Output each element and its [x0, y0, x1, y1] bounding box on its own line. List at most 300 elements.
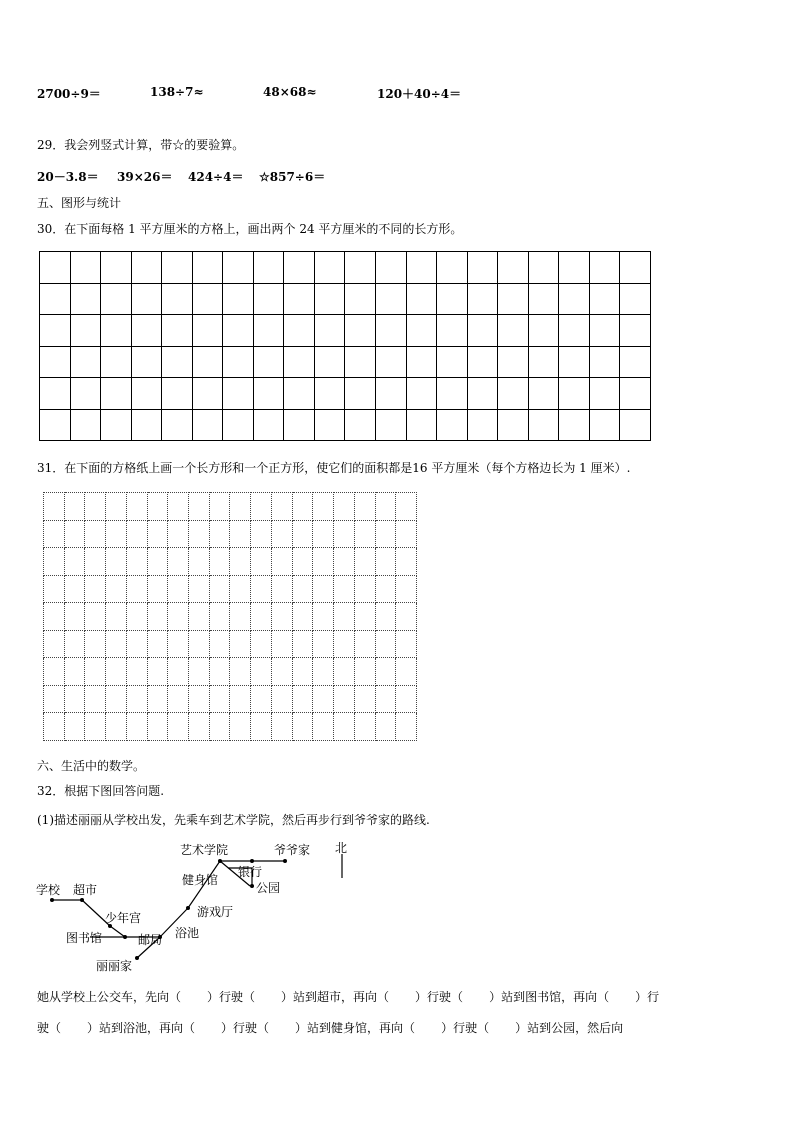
grid-cell[interactable]: [284, 315, 315, 347]
grid-cell[interactable]: [64, 548, 85, 576]
grid-cell[interactable]: [251, 630, 272, 658]
grid-cell[interactable]: [354, 575, 375, 603]
grid-cell[interactable]: [189, 685, 210, 713]
grid-cell[interactable]: [126, 493, 147, 521]
grid-cell[interactable]: [147, 493, 168, 521]
grid-cell[interactable]: [230, 548, 251, 576]
grid-cell[interactable]: [375, 520, 396, 548]
grid-cell[interactable]: [147, 520, 168, 548]
grid-cell[interactable]: [271, 493, 292, 521]
grid-cell[interactable]: [168, 630, 189, 658]
grid-cell[interactable]: [375, 603, 396, 631]
grid-cell[interactable]: [345, 378, 376, 410]
grid-cell[interactable]: [192, 378, 223, 410]
grid-cell[interactable]: [147, 713, 168, 741]
grid-cell[interactable]: [528, 315, 559, 347]
grid-cell[interactable]: [251, 658, 272, 686]
map-label-school: 学校: [36, 883, 61, 897]
grid-cell[interactable]: [251, 548, 272, 576]
grid-cell[interactable]: [209, 520, 230, 548]
grid-row: [44, 630, 417, 658]
grid-cell[interactable]: [314, 409, 345, 441]
grid-cell[interactable]: [147, 658, 168, 686]
grid-cell[interactable]: [189, 575, 210, 603]
grid-cell[interactable]: [620, 409, 651, 441]
grid-cell[interactable]: [284, 283, 315, 315]
grid-cell[interactable]: [396, 658, 417, 686]
grid-cell[interactable]: [192, 346, 223, 378]
grid-cell[interactable]: [313, 658, 334, 686]
grid-cell[interactable]: [85, 603, 106, 631]
grid-cell[interactable]: [589, 315, 620, 347]
grid-cell[interactable]: [467, 409, 498, 441]
grid-cell[interactable]: [162, 378, 193, 410]
grid-cell[interactable]: [396, 630, 417, 658]
grid-cell[interactable]: [230, 493, 251, 521]
grid-cell[interactable]: [101, 346, 132, 378]
grid-cell[interactable]: [209, 713, 230, 741]
grid-cell[interactable]: [70, 315, 101, 347]
grid-cell[interactable]: [189, 713, 210, 741]
grid-cell[interactable]: [292, 603, 313, 631]
grid-cell[interactable]: [313, 493, 334, 521]
grid-cell[interactable]: [345, 346, 376, 378]
grid-cell[interactable]: [376, 409, 407, 441]
grid-cell[interactable]: [314, 252, 345, 284]
grid-cell[interactable]: [528, 252, 559, 284]
grid-cell[interactable]: [131, 315, 162, 347]
grid-cell[interactable]: [70, 252, 101, 284]
grid-cell[interactable]: [85, 520, 106, 548]
grid-cell[interactable]: [292, 548, 313, 576]
grid-cell[interactable]: [406, 252, 437, 284]
grid-cell[interactable]: [192, 252, 223, 284]
grid-cell[interactable]: [70, 409, 101, 441]
grid-cell[interactable]: [70, 283, 101, 315]
grid-cell[interactable]: [209, 603, 230, 631]
grid-cell[interactable]: [230, 685, 251, 713]
grid-cell[interactable]: [189, 603, 210, 631]
grid-cell[interactable]: [44, 630, 65, 658]
grid-cell[interactable]: [189, 493, 210, 521]
grid-cell[interactable]: [253, 283, 284, 315]
grid-cell[interactable]: [354, 493, 375, 521]
grid-cell[interactable]: [498, 315, 529, 347]
grid-cell[interactable]: [253, 378, 284, 410]
grid-cell[interactable]: [131, 252, 162, 284]
q29-item-4: ☆857÷6＝: [259, 170, 326, 184]
ans1-part5: ）站到图书馆，再向（: [489, 990, 610, 1004]
grid-cell[interactable]: [334, 630, 355, 658]
grid-cell[interactable]: [251, 493, 272, 521]
grid-cell[interactable]: [292, 658, 313, 686]
grid-cell[interactable]: [189, 520, 210, 548]
grid-cell[interactable]: [253, 409, 284, 441]
grid-cell[interactable]: [162, 346, 193, 378]
grid-cell[interactable]: [467, 252, 498, 284]
grid-cell[interactable]: [223, 283, 254, 315]
grid-cell[interactable]: [376, 346, 407, 378]
grid-cell[interactable]: [354, 630, 375, 658]
grid-cell[interactable]: [314, 283, 345, 315]
grid-cell[interactable]: [40, 378, 71, 410]
grid-cell[interactable]: [251, 685, 272, 713]
grid-cell[interactable]: [589, 409, 620, 441]
grid-cell[interactable]: [559, 283, 590, 315]
grid-cell[interactable]: [106, 685, 127, 713]
grid-cell[interactable]: [528, 346, 559, 378]
grid-cell[interactable]: [313, 548, 334, 576]
grid-cell[interactable]: [162, 283, 193, 315]
grid-cell[interactable]: [147, 603, 168, 631]
grid-cell[interactable]: [85, 548, 106, 576]
grid-cell[interactable]: [376, 315, 407, 347]
grid-cell[interactable]: [334, 575, 355, 603]
grid-cell[interactable]: [64, 685, 85, 713]
grid-cell[interactable]: [40, 409, 71, 441]
grid-cell[interactable]: [85, 630, 106, 658]
grid-cell[interactable]: [64, 713, 85, 741]
grid-cell[interactable]: [251, 713, 272, 741]
grid-cell[interactable]: [620, 346, 651, 378]
grid-cell[interactable]: [44, 603, 65, 631]
grid-cell[interactable]: [106, 658, 127, 686]
grid-cell[interactable]: [126, 630, 147, 658]
grid-cell[interactable]: [106, 493, 127, 521]
grid-cell[interactable]: [292, 493, 313, 521]
grid-cell[interactable]: [64, 658, 85, 686]
grid-cell[interactable]: [168, 685, 189, 713]
grid-cell[interactable]: [620, 283, 651, 315]
grid-cell[interactable]: [354, 658, 375, 686]
grid-cell[interactable]: [209, 658, 230, 686]
grid-cell[interactable]: [528, 283, 559, 315]
grid-cell[interactable]: [64, 630, 85, 658]
grid-cell[interactable]: [396, 603, 417, 631]
grid-cell[interactable]: [251, 603, 272, 631]
grid-cell[interactable]: [168, 493, 189, 521]
map-label-supermarket: 超市: [73, 883, 98, 897]
grid-cell[interactable]: [162, 409, 193, 441]
grid-cell[interactable]: [251, 575, 272, 603]
grid-cell[interactable]: [131, 283, 162, 315]
grid-cell[interactable]: [192, 315, 223, 347]
grid-cell[interactable]: [147, 630, 168, 658]
grid-cell[interactable]: [131, 378, 162, 410]
grid-cell[interactable]: [44, 575, 65, 603]
grid-cell[interactable]: [396, 685, 417, 713]
grid-cell[interactable]: [354, 520, 375, 548]
grid-cell[interactable]: [209, 548, 230, 576]
grid-cell[interactable]: [313, 603, 334, 631]
grid-cell[interactable]: [334, 548, 355, 576]
grid-cell[interactable]: [406, 378, 437, 410]
ans1-part4: ）行驶（: [415, 990, 464, 1004]
grid-cell[interactable]: [498, 409, 529, 441]
grid-cell[interactable]: [44, 520, 65, 548]
grid-cell[interactable]: [168, 658, 189, 686]
grid-cell[interactable]: [64, 575, 85, 603]
grid-cell[interactable]: [271, 520, 292, 548]
grid-cell[interactable]: [354, 548, 375, 576]
grid-cell[interactable]: [354, 685, 375, 713]
grid-cell[interactable]: [251, 520, 272, 548]
grid-cell[interactable]: [101, 378, 132, 410]
grid-cell[interactable]: [40, 252, 71, 284]
grid-cell[interactable]: [192, 283, 223, 315]
grid-cell[interactable]: [314, 315, 345, 347]
grid-cell[interactable]: [126, 658, 147, 686]
grid-cell[interactable]: [334, 493, 355, 521]
grid-cell[interactable]: [271, 603, 292, 631]
grid-cell[interactable]: [589, 283, 620, 315]
q29-item-2: 39×26＝: [117, 170, 173, 184]
map-label-bank: 银行: [238, 865, 263, 879]
grid-cell[interactable]: [313, 713, 334, 741]
grid-cell[interactable]: [292, 685, 313, 713]
grid-cell[interactable]: [253, 315, 284, 347]
grid-cell[interactable]: [44, 713, 65, 741]
grid-cell[interactable]: [64, 603, 85, 631]
grid-cell[interactable]: [313, 685, 334, 713]
grid-cell[interactable]: [313, 575, 334, 603]
grid-cell[interactable]: [313, 630, 334, 658]
grid-cell[interactable]: [437, 283, 468, 315]
grid-cell[interactable]: [44, 493, 65, 521]
grid-cell[interactable]: [589, 252, 620, 284]
grid-cell[interactable]: [284, 346, 315, 378]
grid-cell[interactable]: [189, 630, 210, 658]
grid-cell[interactable]: [292, 713, 313, 741]
grid-cell[interactable]: [101, 409, 132, 441]
grid-cell[interactable]: [168, 603, 189, 631]
grid-cell[interactable]: [147, 548, 168, 576]
grid-cell[interactable]: [375, 713, 396, 741]
grid-cell[interactable]: [498, 252, 529, 284]
grid-cell[interactable]: [354, 603, 375, 631]
grid-cell[interactable]: [406, 283, 437, 315]
grid-cell[interactable]: [209, 493, 230, 521]
grid-cell[interactable]: [70, 346, 101, 378]
grid-cell[interactable]: [64, 493, 85, 521]
grid-cell[interactable]: [437, 346, 468, 378]
grid-cell[interactable]: [85, 575, 106, 603]
grid-cell[interactable]: [223, 346, 254, 378]
grid-cell[interactable]: [209, 685, 230, 713]
grid-cell[interactable]: [498, 378, 529, 410]
grid-cell[interactable]: [209, 575, 230, 603]
grid-cell[interactable]: [396, 548, 417, 576]
grid-cell[interactable]: [334, 520, 355, 548]
grid-cell[interactable]: [162, 252, 193, 284]
grid-cell[interactable]: [168, 520, 189, 548]
grid-cell[interactable]: [126, 548, 147, 576]
grid-cell[interactable]: [223, 252, 254, 284]
grid-cell[interactable]: [85, 685, 106, 713]
grid-cell[interactable]: [396, 575, 417, 603]
grid-cell[interactable]: [192, 409, 223, 441]
grid-cell[interactable]: [292, 630, 313, 658]
grid-cell[interactable]: [467, 346, 498, 378]
grid-cell[interactable]: [498, 346, 529, 378]
grid-cell[interactable]: [44, 548, 65, 576]
grid-cell[interactable]: [101, 283, 132, 315]
grid-cell[interactable]: [106, 575, 127, 603]
grid-cell[interactable]: [334, 658, 355, 686]
square-grid-q30[interactable]: [39, 251, 651, 441]
grid-cell[interactable]: [345, 409, 376, 441]
grid-cell[interactable]: [147, 575, 168, 603]
grid-cell[interactable]: [620, 315, 651, 347]
grid-cell[interactable]: [620, 252, 651, 284]
grid-cell[interactable]: [271, 685, 292, 713]
grid-cell[interactable]: [126, 713, 147, 741]
grid-cell[interactable]: [271, 548, 292, 576]
grid-cell[interactable]: [467, 378, 498, 410]
grid-cell[interactable]: [64, 520, 85, 548]
grid-cell[interactable]: [253, 252, 284, 284]
route-map: [30, 836, 370, 981]
grid-cell[interactable]: [106, 520, 127, 548]
grid-cell[interactable]: [230, 630, 251, 658]
grid-cell[interactable]: [85, 493, 106, 521]
grid-cell[interactable]: [314, 378, 345, 410]
grid-cell[interactable]: [620, 378, 651, 410]
grid-cell[interactable]: [189, 548, 210, 576]
grid-cell[interactable]: [375, 575, 396, 603]
grid-cell[interactable]: [271, 713, 292, 741]
grid-cell[interactable]: [223, 409, 254, 441]
q29-item-1: 20－3.8＝: [37, 170, 99, 184]
grid-cell[interactable]: [284, 378, 315, 410]
grid-cell[interactable]: [437, 378, 468, 410]
grid-cell[interactable]: [44, 685, 65, 713]
grid-cell[interactable]: [375, 685, 396, 713]
grid-cell[interactable]: [559, 409, 590, 441]
grid-cell[interactable]: [559, 315, 590, 347]
grid-cell[interactable]: [467, 315, 498, 347]
grid-cell[interactable]: [292, 575, 313, 603]
grid-cell[interactable]: [292, 520, 313, 548]
grid-cell[interactable]: [40, 346, 71, 378]
grid-cell[interactable]: [271, 658, 292, 686]
grid-cell[interactable]: [230, 520, 251, 548]
grid-cell[interactable]: [106, 630, 127, 658]
grid-cell[interactable]: [101, 252, 132, 284]
grid-cell[interactable]: [162, 315, 193, 347]
grid-cell[interactable]: [106, 713, 127, 741]
map-label-arcade: 游戏厅: [197, 905, 234, 919]
grid-cell[interactable]: [189, 658, 210, 686]
grid-cell[interactable]: [106, 603, 127, 631]
grid-cell[interactable]: [101, 315, 132, 347]
grid-cell[interactable]: [559, 252, 590, 284]
grid-cell[interactable]: [375, 630, 396, 658]
grid-cell[interactable]: [345, 315, 376, 347]
grid-cell[interactable]: [44, 658, 65, 686]
grid-cell[interactable]: [271, 630, 292, 658]
grid-cell[interactable]: [406, 315, 437, 347]
grid-cell[interactable]: [70, 378, 101, 410]
grid-cell[interactable]: [284, 409, 315, 441]
grid-cell[interactable]: [131, 409, 162, 441]
grid-cell[interactable]: [375, 548, 396, 576]
grid-cell[interactable]: [589, 346, 620, 378]
grid-cell[interactable]: [209, 630, 230, 658]
grid-cell[interactable]: [406, 409, 437, 441]
grid-cell[interactable]: [589, 378, 620, 410]
grid-cell[interactable]: [406, 346, 437, 378]
grid-cell[interactable]: [396, 520, 417, 548]
grid-cell[interactable]: [271, 575, 292, 603]
grid-cell[interactable]: [126, 685, 147, 713]
grid-cell[interactable]: [437, 409, 468, 441]
grid-cell[interactable]: [528, 409, 559, 441]
grid-cell[interactable]: [131, 346, 162, 378]
grid-cell[interactable]: [354, 713, 375, 741]
grid-cell[interactable]: [396, 713, 417, 741]
grid-cell[interactable]: [126, 520, 147, 548]
grid-cell[interactable]: [253, 346, 284, 378]
grid-cell[interactable]: [314, 346, 345, 378]
grid-cell[interactable]: [528, 378, 559, 410]
grid-cell[interactable]: [437, 252, 468, 284]
grid-cell[interactable]: [345, 283, 376, 315]
grid-cell[interactable]: [223, 378, 254, 410]
grid-cell[interactable]: [223, 315, 254, 347]
grid-cell[interactable]: [396, 493, 417, 521]
grid-cell[interactable]: [334, 685, 355, 713]
grid-row: [40, 346, 651, 378]
grid-cell[interactable]: [313, 520, 334, 548]
grid-cell[interactable]: [334, 713, 355, 741]
grid-cell[interactable]: [345, 252, 376, 284]
q32-title: 32．根据下图回答问题.: [37, 784, 165, 798]
square-grid-q31[interactable]: [43, 492, 417, 741]
grid-cell[interactable]: [284, 252, 315, 284]
grid-cell[interactable]: [230, 713, 251, 741]
grid-cell[interactable]: [85, 658, 106, 686]
grid-cell[interactable]: [230, 658, 251, 686]
grid-cell[interactable]: [40, 315, 71, 347]
grid-cell[interactable]: [168, 575, 189, 603]
grid-cell[interactable]: [168, 713, 189, 741]
grid-cell[interactable]: [467, 283, 498, 315]
grid-cell[interactable]: [126, 603, 147, 631]
grid-cell[interactable]: [230, 575, 251, 603]
grid-cell[interactable]: [85, 713, 106, 741]
grid-cell[interactable]: [376, 252, 407, 284]
grid-cell[interactable]: [437, 315, 468, 347]
grid-cell[interactable]: [375, 493, 396, 521]
grid-cell[interactable]: [334, 603, 355, 631]
grid-cell[interactable]: [375, 658, 396, 686]
grid-cell[interactable]: [376, 378, 407, 410]
grid-row: [40, 378, 651, 410]
grid-cell[interactable]: [376, 283, 407, 315]
grid-cell[interactable]: [106, 548, 127, 576]
ans1-part3: ）站到超市，再向（: [281, 990, 390, 1004]
map-label-bathhouse: 浴池: [175, 926, 200, 940]
grid-cell[interactable]: [40, 283, 71, 315]
grid-cell[interactable]: [126, 575, 147, 603]
grid-cell[interactable]: [498, 283, 529, 315]
grid-cell[interactable]: [147, 685, 168, 713]
grid-cell[interactable]: [168, 548, 189, 576]
grid-cell[interactable]: [559, 346, 590, 378]
grid-cell[interactable]: [230, 603, 251, 631]
grid-cell[interactable]: [559, 378, 590, 410]
